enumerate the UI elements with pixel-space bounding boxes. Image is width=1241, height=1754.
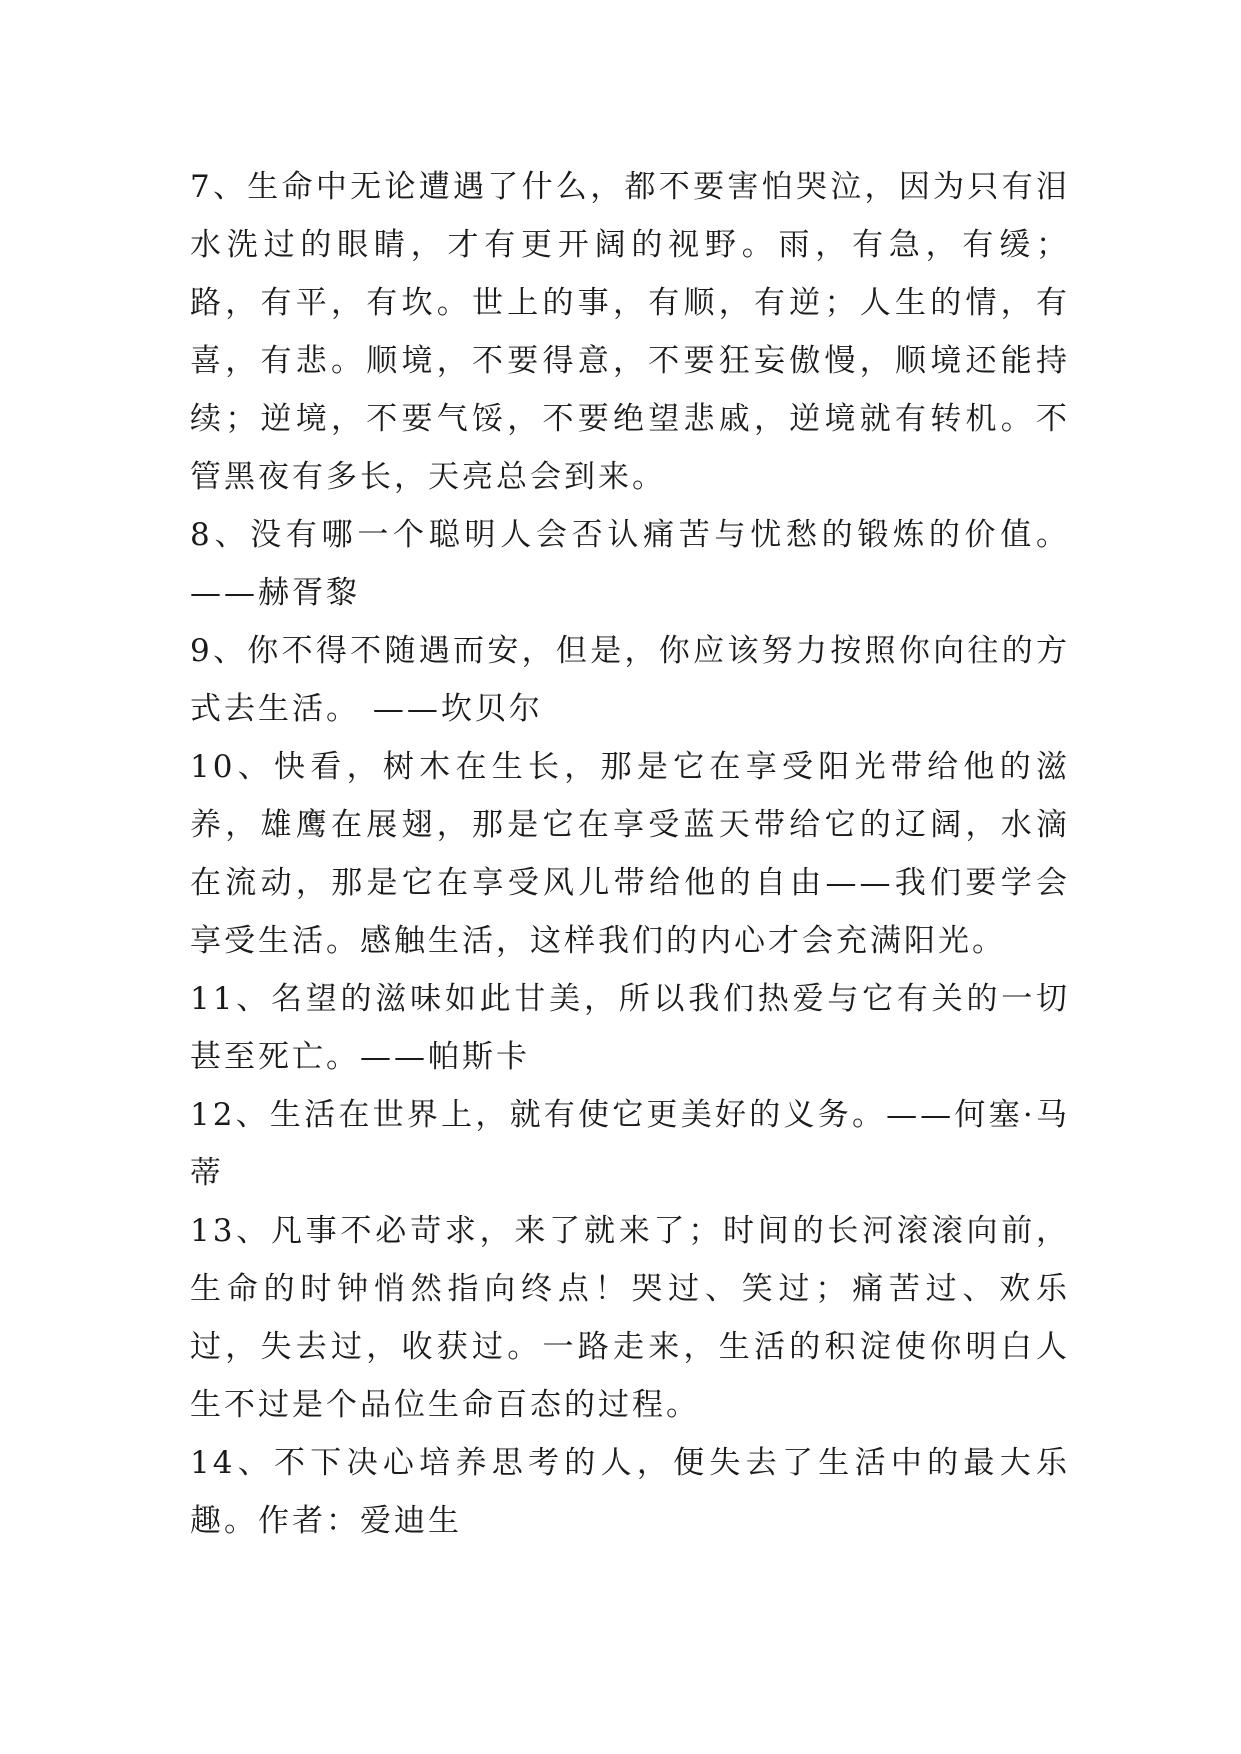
paragraph-14: 14、不下决心培养思考的人，便失去了生活中的最大乐趣。作者：爱迪生 [190, 1445, 1070, 1539]
paragraph-10: 10、快看，树木在生长，那是它在享受阳光带给他的滋养，雄鹰在展翅，那是它在享受蓝天带给它的辽阔，水滴在流动，那是它在享受风儿带给他的自由——我们要学会享受生活。感触生活，这样我们的内心才会充满阳光。 [190, 749, 1070, 959]
document-body [190, 158, 1070, 1550]
paragraph-8: 8、没有哪一个聪明人会否认痛苦与忧愁的锻炼的价值。——赫胥黎 [190, 517, 1070, 611]
paragraph-7: 7、生命中无论遭遇了什么，都不要害怕哭泣，因为只有泪水洗过的眼睛，才有更开阔的视野。雨，有急，有缓；路，有平，有坎。世上的事，有顺，有逆；人生的情，有喜，有悲。顺境，不要得意，不要狂妄傲慢，顺境还能持续；逆境，不要气馁，不要绝望悲戚，逆境就有转机。不管黑夜有多长，天亮总会到来。 [190, 169, 1070, 495]
paragraph-11: 11、名望的滋味如此甘美，所以我们热爱与它有关的一切甚至死亡。——帕斯卡 [190, 981, 1070, 1075]
paragraph-9: 9、你不得不随遇而安，但是，你应该努力按照你向往的方式去生活。 ——坎贝尔 [190, 633, 1070, 727]
paragraph-13: 13、凡事不必苛求，来了就来了；时间的长河滚滚向前，生命的时钟悄然指向终点！哭过、笑过；痛苦过、欢乐过，失去过，收获过。一路走来，生活的积淀使你明白人生不过是个品位生命百态的过程。 [190, 1213, 1070, 1423]
paragraph-12: 12、生活在世界上，就有使它更美好的义务。——何塞·马蒂 [190, 1097, 1070, 1191]
